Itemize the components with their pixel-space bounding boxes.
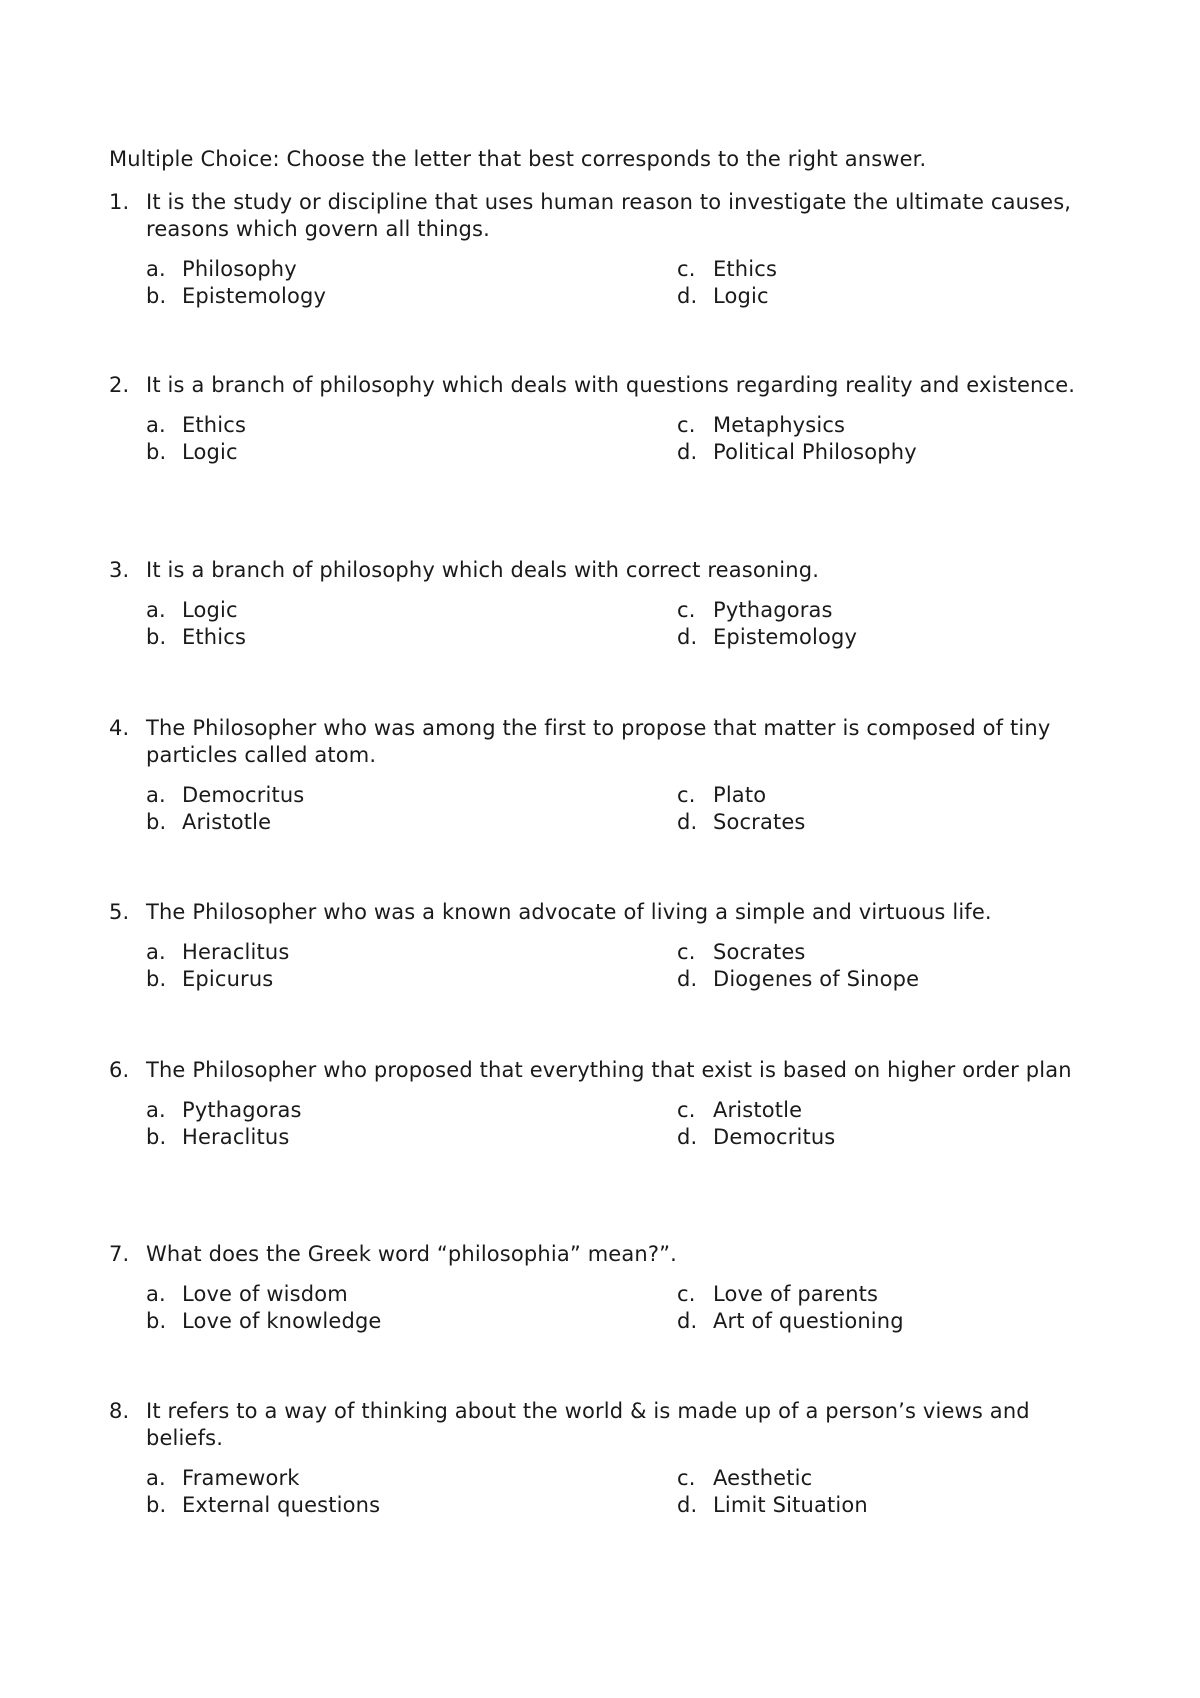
question-number: 1. [109,190,130,214]
choice-list [109,1281,1109,1337]
choice-list [109,412,1109,468]
choice-letter: d. [677,440,698,464]
choice-letter: d. [677,625,698,649]
choice-letter: d. [677,284,698,308]
choice-c [677,1097,802,1124]
choice-list [109,939,1109,995]
question-stem [109,715,1109,769]
choice-b [146,439,238,466]
choice-text: Heraclitus [182,1125,290,1149]
choice-text: Aristotle [713,1098,803,1122]
choice-text: Love of parents [713,1282,879,1306]
choice-letter: a. [146,598,166,622]
choice-letter: c. [677,598,696,622]
choice-a [146,597,238,624]
choice-text: Socrates [713,940,806,964]
choice-letter: a. [146,257,166,281]
choice-b [146,283,326,310]
choice-c [677,412,845,439]
question-text: It is a branch of philosophy which deals with correct reasoning. [146,558,820,582]
choice-letter: b. [146,810,167,834]
choice-text: Metaphysics [713,413,846,437]
choice-text: Art of questioning [713,1309,904,1333]
choice-c [677,782,766,809]
choice-letter: a. [146,1098,166,1122]
choice-text: Socrates [713,810,806,834]
choice-a [146,256,297,283]
choice-letter: d. [677,1493,698,1517]
choice-text: Ethics [182,625,247,649]
choice-b [146,966,273,993]
choice-c [677,1281,878,1308]
choice-d [677,1124,835,1151]
choice-letter: d. [677,810,698,834]
question-number: 7. [109,1242,130,1266]
choice-letter: a. [146,413,166,437]
choice-list [109,597,1109,653]
choice-letter: a. [146,1282,166,1306]
choice-letter: a. [146,783,166,807]
choice-text: Aristotle [182,810,272,834]
question-number: 6. [109,1058,130,1082]
question-number: 2. [109,373,130,397]
choice-a [146,1465,300,1492]
choice-list [109,256,1109,312]
choice-a [146,1281,348,1308]
question-1 [109,189,1109,312]
choice-text: Love of wisdom [182,1282,348,1306]
choice-text: External questions [182,1493,381,1517]
question-text: The Philosopher who was a known advocate of living a simple and virtuous life. [146,900,992,924]
choice-text: Heraclitus [182,940,290,964]
choice-d [677,624,857,651]
choice-text: Philosophy [182,257,297,281]
choice-text: Ethics [713,257,778,281]
question-number: 3. [109,558,130,582]
choice-c [677,597,833,624]
choice-text: Limit Situation [713,1493,868,1517]
choice-list [109,782,1109,838]
choice-letter: d. [677,1125,698,1149]
choice-a [146,782,304,809]
choice-d [677,1492,868,1519]
choice-text: Framework [182,1466,300,1490]
question-text: It is a branch of philosophy which deals with questions regarding reality and existence. [146,373,1076,397]
question-6 [109,1057,1109,1153]
choice-letter: c. [677,1466,696,1490]
question-stem [109,189,1109,243]
question-text: What does the Greek word “philosophia” mean?”. [146,1242,677,1266]
choice-text: Plato [713,783,767,807]
choice-letter: b. [146,1309,167,1333]
choice-text: Epicurus [182,967,274,991]
question-stem [109,899,1109,926]
choice-d [677,966,919,993]
choice-letter: c. [677,257,696,281]
question-stem [109,1241,1109,1268]
question-3 [109,557,1109,653]
question-stem [109,1398,1109,1452]
question-stem [109,372,1109,399]
choice-a [146,1097,302,1124]
choice-text: Democritus [713,1125,836,1149]
choice-text: Epistemology [182,284,327,308]
choice-letter: b. [146,1493,167,1517]
choice-text: Democritus [182,783,305,807]
choice-d [677,439,917,466]
choice-letter: d. [677,1309,698,1333]
choice-d [677,283,769,310]
choice-a [146,939,289,966]
choice-b [146,1492,380,1519]
question-4 [109,715,1109,838]
choice-letter: c. [677,783,696,807]
choice-text: Diogenes of Sinope [713,967,920,991]
instructions-text: Multiple Choice: Choose the letter that best corresponds to the right answer. [109,147,927,171]
choice-b [146,1124,289,1151]
question-text: It refers to a way of thinking about the world & is made up of a person’s views and beliefs. [146,1399,1030,1450]
choice-letter: c. [677,940,696,964]
choice-text: Logic [713,284,769,308]
choice-b [146,624,246,651]
choice-d [677,809,806,836]
question-5 [109,899,1109,995]
choice-text: Pythagoras [182,1098,302,1122]
choice-letter: a. [146,940,166,964]
choice-text: Love of knowledge [182,1309,382,1333]
question-7 [109,1241,1109,1337]
question-number: 5. [109,900,130,924]
choice-c [677,939,806,966]
choice-list [109,1097,1109,1153]
question-text: It is the study or discipline that uses human reason to investigate the ultimate causes, reasons which govern all things. [146,190,1072,241]
choice-c [677,1465,812,1492]
choice-letter: b. [146,967,167,991]
choice-letter: b. [146,284,167,308]
choice-d [677,1308,904,1335]
choice-text: Pythagoras [713,598,833,622]
choice-text: Epistemology [713,625,858,649]
choice-letter: d. [677,967,698,991]
choice-text: Ethics [182,413,247,437]
choice-text: Aesthetic [713,1466,813,1490]
question-2 [109,372,1109,468]
choice-letter: c. [677,1282,696,1306]
choice-list [109,1465,1109,1521]
question-text: The Philosopher who proposed that everything that exist is based on higher order plan [146,1058,1072,1082]
choice-letter: c. [677,413,696,437]
choice-b [146,809,271,836]
choice-text: Political Philosophy [713,440,917,464]
question-8 [109,1398,1109,1521]
choice-letter: b. [146,1125,167,1149]
choice-text: Logic [182,440,238,464]
question-number: 8. [109,1399,130,1423]
choice-letter: b. [146,625,167,649]
question-number: 4. [109,716,130,740]
choice-c [677,256,777,283]
choice-letter: a. [146,1466,166,1490]
choice-text: Logic [182,598,238,622]
choice-letter: c. [677,1098,696,1122]
question-text: The Philosopher who was among the first to propose that matter is composed of tiny particles called atom. [146,716,1051,767]
choice-a [146,412,246,439]
question-stem [109,557,1109,584]
choice-letter: b. [146,440,167,464]
question-stem [109,1057,1109,1084]
choice-b [146,1308,382,1335]
